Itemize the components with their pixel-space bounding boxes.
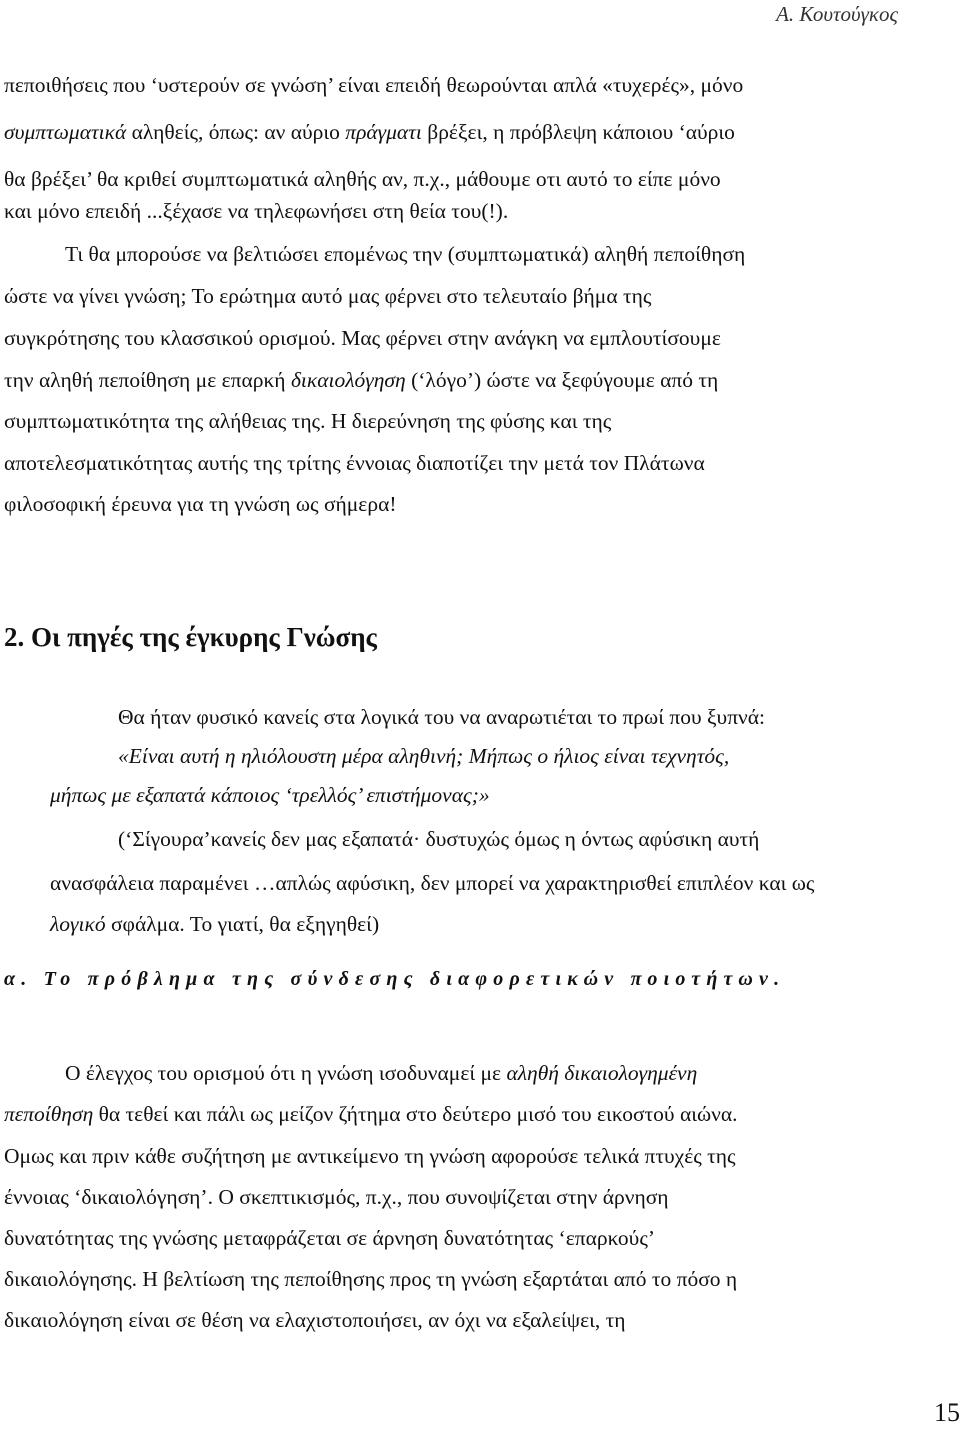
paragraph4-line6: δικαιολόγησης. Η βελτίωση της πεποίθησης προς τη γνώση εξαρτάται από το πόσο η — [4, 1267, 738, 1291]
running-header-author: Α. Κουτούγκος — [776, 2, 898, 26]
paragraph2-italic: δικαιολόγηση — [290, 368, 406, 392]
paragraph4-line5: δυνατότητας της γνώσης μεταφράζεται σε άρνηση δυνατότητας ‘επαρκούς’ — [4, 1226, 656, 1250]
paragraph3-text-b: σφάλμα. Το γιατί, θα εξηγηθεί) — [105, 912, 380, 936]
paragraph1-line3: θα βρέξει’ θα κριθεί συμπτωματικά αληθής αν, π.χ., μάθουμε οτι αυτό το είπε μόνο — [4, 167, 721, 191]
paragraph2-text-a: την αληθή πεποίθηση με επαρκή — [4, 368, 291, 392]
paragraph1-text-a: αληθείς, όπως: αν αύριο — [126, 120, 346, 144]
subsection-heading: α. Το πρόβλημα της σύνδεσης διαφορετικών ποιοτήτων. — [4, 968, 786, 990]
paragraph3-italic: λογικό — [50, 912, 106, 936]
paragraph4-text-b: θα τεθεί και πάλι ως μείζον ζήτημα στο δεύτερο μισό του εικοστού αιώνα. — [93, 1102, 738, 1126]
paragraph1-line1: πεποιθήσεις που ‘υστερούν σε γνώση’ είναι επειδή θεωρούνται απλά «τυχερές», μόνο — [4, 73, 744, 97]
paragraph4-line3: Ομως και πριν κάθε συζήτηση με αντικείμενο τη γνώση αφορούσε τελικά πτυχές της — [4, 1144, 736, 1168]
paragraph1-italic-1: συμπτωματικά — [4, 120, 127, 144]
page-number: 15 — [934, 1398, 960, 1427]
paragraph4-text-a: Ο έλεγχος του ορισμού ότι η γνώση ισοδυναμεί με — [65, 1061, 507, 1085]
paragraph1-line2 — [4, 118, 735, 146]
paragraph2-text-b: (‘λόγο’) ώστε να ξεφύγουμε από τη — [405, 368, 719, 392]
paragraph4-italic-1: αληθή δικαιολογημένη — [506, 1061, 698, 1085]
paragraph4-line4: έννοιας ‘δικαιολόγηση’. Ο σκεπτικισμός, π.χ., που συνοψίζεται στην άρνηση — [4, 1185, 669, 1209]
paragraph2-line1: Τι θα μπορούσε να βελτιώσει επομένως την (συμπτωματικά) αληθή πεποίθηση — [65, 242, 746, 266]
paragraph1-italic-2: πράγματι — [345, 120, 422, 144]
paragraph4-line7: δικαιολόγηση είναι σε θέση να ελαχιστοποιήσει, αν όχι να εξαλείψει, τη — [4, 1308, 626, 1332]
paragraph3-line2: «Είναι αυτή η ηλιόλουστη μέρα αληθινή; Μήπως ο ήλιος είναι τεχνητός, — [118, 744, 730, 768]
paragraph3-line1: Θα ήταν φυσικό κανείς στα λογικά του να αναρωτιέται το πρωί που ξυπνά: — [118, 705, 766, 729]
paragraph1-line4: και μόνο επειδή ...ξέχασε να τηλεφωνήσει στη θεία του(!). — [4, 199, 509, 223]
paragraph4-italic-2: πεποίθηση — [4, 1102, 94, 1126]
section-heading: 2. Οι πηγές της έγκυρης Γνώσης — [4, 622, 377, 652]
paragraph4-line1 — [65, 1059, 697, 1087]
paragraph3-line3: μήπως με εξαπατά κάποιος ‘τρελλός’ επιστήμονας;» — [50, 783, 490, 807]
paragraph3-line4: (‘Σίγουρα’κανείς δεν μας εξαπατά· δυστυχώς όμως η όντως αφύσικη αυτή — [118, 827, 760, 851]
paragraph3-line5: ανασφάλεια παραμένει …απλώς αφύσικη, δεν μπορεί να χαρακτηρισθεί επιπλέον και ως — [50, 871, 815, 895]
paragraph3-line6 — [50, 910, 379, 938]
paragraph2-line4 — [4, 366, 718, 394]
paragraph1-text-b: βρέξει, η πρόβλεψη κάποιου ‘αύριο — [421, 120, 735, 144]
paragraph2-line6: αποτελεσματικότητας αυτής της τρίτης έννοιας διαποτίζει την μετά τον Πλάτωνα — [4, 451, 705, 475]
paragraph2-line7: φιλοσοφική έρευνα για τη γνώση ως σήμερα! — [4, 492, 397, 516]
paragraph4-line2 — [4, 1100, 738, 1128]
paragraph2-line3: συγκρότησης του κλασσικού ορισμού. Μας φέρνει στην ανάγκη να εμπλουτίσουμε — [4, 326, 721, 350]
paragraph2-line2: ώστε να γίνει γνώση; Το ερώτημα αυτό μας φέρνει στο τελευταίο βήμα της — [4, 284, 652, 308]
paragraph2-line5: συμπτωματικότητα της αλήθειας της. Η διερεύνηση της φύσης και της — [4, 409, 612, 433]
